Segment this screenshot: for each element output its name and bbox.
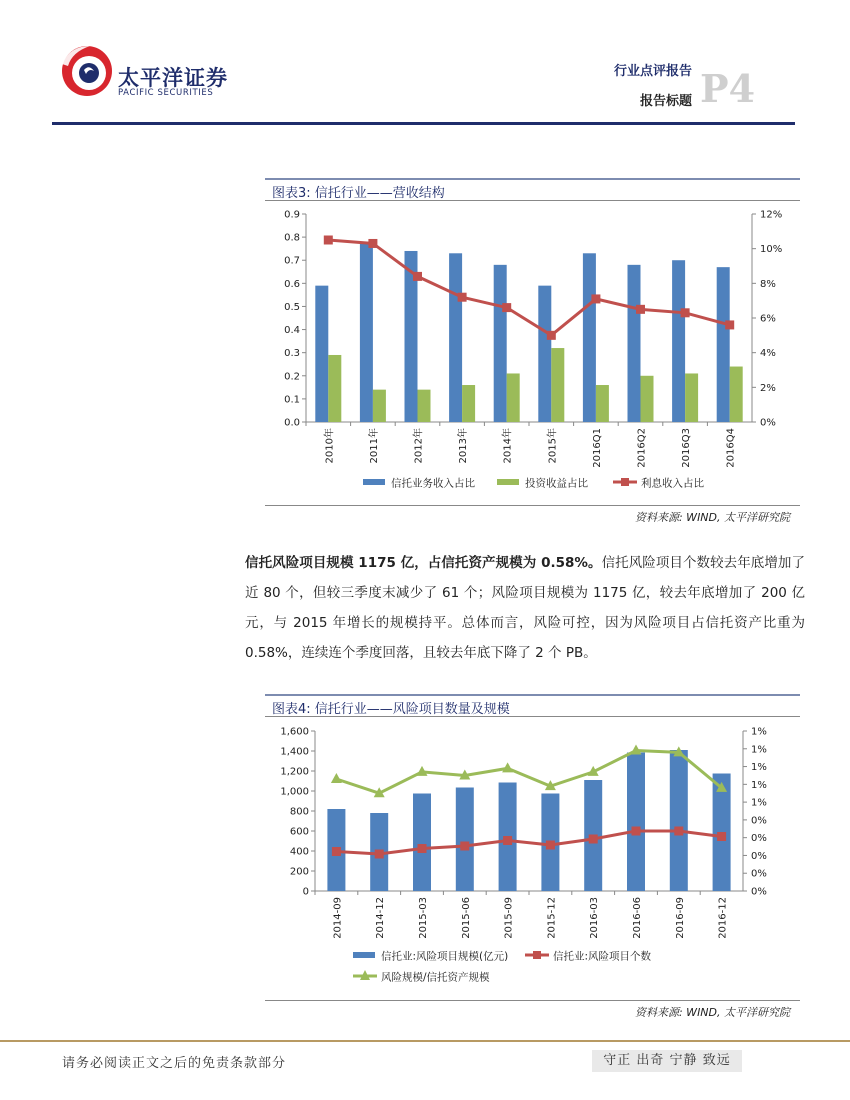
fig4-point — [332, 847, 341, 856]
fig3-legend-swatch — [497, 479, 519, 485]
fig3-bar — [551, 348, 564, 422]
fig4-right-tick-label: 0% — [751, 868, 767, 880]
fig3-series-line — [328, 240, 729, 335]
fig4-x-tick-label: 2015-06 — [460, 897, 472, 939]
fig3-bar — [685, 373, 698, 422]
fig4-left-tick-label: 1,000 — [280, 786, 309, 798]
fig4-x-tick-label: 2016-09 — [674, 897, 686, 939]
fig4-legend-swatch — [353, 952, 375, 958]
footer-divider — [0, 1040, 850, 1042]
report-title: 报告标题 — [639, 94, 692, 109]
fig3-right-tick-label: 10% — [760, 244, 783, 256]
fig3-point — [502, 303, 511, 312]
brand-name-en: PACIFIC SECURITIES — [118, 88, 214, 98]
fig3-left-tick-label: 0.4 — [284, 325, 300, 337]
fig3-legend-marker — [621, 478, 629, 486]
fig4-point — [589, 835, 598, 844]
figure4-top-rule — [265, 694, 800, 696]
fig3-x-tick-label: 2011年 — [368, 428, 380, 464]
fig3-right-tick-label: 6% — [760, 313, 776, 325]
fig4-x-tick-label: 2014-12 — [375, 897, 387, 939]
fig3-bar — [494, 265, 507, 422]
fig4-series-line — [336, 831, 721, 854]
fig4-right-tick-label: 0% — [751, 833, 767, 845]
fig4-left-tick-label: 800 — [289, 806, 309, 818]
figure4-title: 图表4: 信托行业——风险项目数量及规模 — [272, 702, 510, 717]
fig4-point — [546, 841, 555, 850]
fig3-bar — [583, 253, 596, 422]
fig3-bar — [628, 265, 641, 422]
fig3-bar — [315, 286, 328, 422]
fig3-bar — [449, 253, 462, 422]
fig3-x-tick-label: 2016Q4 — [725, 428, 737, 468]
fig4-left-tick-label: 1,600 — [280, 726, 309, 738]
fig3-left-tick-label: 0.7 — [284, 255, 300, 267]
fig3-x-tick-label: 2015年 — [547, 428, 559, 464]
report-type: 行业点评报告 — [613, 64, 692, 79]
body-paragraph — [245, 548, 805, 668]
fig4-bar — [413, 794, 431, 892]
figure4-bottom-rule — [265, 1000, 800, 1001]
fig4-x-tick-label: 2015-03 — [418, 897, 429, 939]
fig3-bar — [373, 390, 386, 422]
fig4-legend-label: 信托业:风险项目个数 — [553, 950, 652, 963]
fig3-x-tick-label: 2016Q3 — [681, 428, 693, 468]
fig3-right-tick-label: 8% — [760, 278, 776, 290]
fig3-point — [636, 305, 645, 314]
figure3-title: 图表3: 信托行业——营收结构 — [272, 186, 445, 201]
fig4-point — [418, 844, 427, 853]
fig3-bar — [538, 286, 551, 422]
fig3-point — [547, 331, 556, 340]
fig4-left-tick-label: 200 — [289, 866, 309, 878]
fig3-bar — [360, 242, 373, 422]
fig3-legend-label: 信托业务收入占比 — [391, 477, 475, 490]
fig3-point — [681, 308, 690, 317]
fig4-right-tick-label: 1% — [751, 779, 767, 791]
fig4-right-tick-label: 0% — [751, 850, 767, 862]
fig3-bar — [418, 390, 431, 422]
fig3-x-tick-label: 2010年 — [324, 428, 336, 464]
fig3-bar — [672, 260, 685, 422]
fig3-left-tick-label: 0.1 — [284, 394, 300, 406]
fig3-bar — [717, 267, 730, 422]
fig4-bar — [456, 788, 474, 892]
fig4-left-tick-label: 400 — [289, 846, 309, 858]
fig3-left-tick-label: 0.6 — [284, 278, 300, 290]
fig3-right-tick-label: 12% — [760, 209, 783, 221]
fig3-point — [725, 320, 734, 329]
fig4-x-tick-label: 2014-09 — [332, 897, 344, 939]
figure4-chart — [265, 718, 800, 1000]
fig3-bar — [730, 367, 743, 422]
fig3-point — [591, 294, 600, 303]
fig4-right-tick-label: 1% — [751, 762, 767, 774]
fig4-bar — [627, 753, 645, 892]
fig4-point — [460, 842, 469, 851]
fig4-right-tick-label: 1% — [751, 726, 767, 738]
fig3-legend-swatch — [363, 479, 385, 485]
fig4-legend-label: 风险规模/信托资产规模 — [381, 971, 490, 984]
header-divider — [52, 122, 795, 125]
brand-name-cn: 太平洋证券 — [118, 66, 228, 90]
fig4-right-tick-label: 0% — [751, 815, 767, 827]
fig3-x-tick-label: 2016Q2 — [636, 428, 648, 468]
fig3-left-tick-label: 0.8 — [284, 232, 300, 244]
fig4-left-tick-label: 1,200 — [280, 766, 309, 778]
fig3-point — [458, 293, 467, 302]
paragraph-body: 信托风险项目个数较去年底增加了近 80 个，但较三季度末减少了 61 个；风险项目规模为 1175 亿，较去年底增加了 200 亿元，与 2015 年增长的规模持平。总体而言，风险可控，因为风险项目占信托资产比重为 0.58%，连续连个季度回落，且较去年底下降了 2 个 PB。 — [245, 555, 806, 661]
fig3-left-tick-label: 0.5 — [284, 301, 300, 313]
figure3-title-rule — [265, 200, 800, 201]
fig3-bar — [462, 385, 475, 422]
fig3-right-tick-label: 0% — [760, 417, 776, 429]
fig3-legend-label: 投资收益占比 — [525, 477, 588, 490]
fig3-x-tick-label: 2016Q1 — [591, 428, 603, 468]
figure3-top-rule — [265, 178, 800, 180]
fig3-right-tick-label: 2% — [760, 382, 776, 394]
fig3-bar — [328, 355, 341, 422]
fig4-right-tick-label: 1% — [751, 797, 767, 809]
fig4-right-tick-label: 0% — [751, 886, 767, 898]
figure4-title-rule — [265, 716, 800, 717]
fig4-point — [375, 850, 384, 859]
fig3-x-tick-label: 2014年 — [502, 428, 514, 464]
company-logo — [60, 44, 114, 98]
figure3-chart — [265, 202, 800, 502]
page-number: P4 — [700, 66, 756, 111]
fig4-point — [674, 827, 683, 836]
fig4-x-tick-label: 2016-06 — [632, 897, 643, 939]
fig3-right-tick-label: 4% — [760, 348, 776, 360]
fig4-left-tick-label: 600 — [289, 826, 309, 838]
fig3-bar — [507, 373, 520, 422]
fig4-x-tick-label: 2016-12 — [717, 897, 729, 939]
fig3-bar — [596, 385, 609, 422]
fig3-bar — [641, 376, 654, 422]
figure4-source: 资料来源: WIND, 太平洋研究院 — [634, 1006, 790, 1019]
fig3-x-tick-label: 2013年 — [458, 428, 470, 464]
fig3-x-tick-label: 2012年 — [413, 428, 425, 464]
fig3-point — [413, 272, 422, 281]
fig4-x-tick-label: 2015-12 — [546, 897, 558, 939]
paragraph-lead: 信托风险项目规模 1175 亿，占信托资产规模为 0.58%。 — [245, 555, 602, 571]
fig4-right-tick-label: 1% — [751, 744, 767, 756]
fig4-point — [717, 832, 726, 841]
fig4-legend-label: 信托业:风险项目规模(亿元) — [381, 950, 509, 963]
fig3-point — [368, 239, 377, 248]
fig4-series-line — [336, 751, 721, 794]
figure3-source: 资料来源: WIND, 太平洋研究院 — [634, 511, 790, 524]
fig4-bar — [670, 750, 688, 891]
fig3-point — [324, 236, 333, 245]
fig4-left-tick-label: 0 — [302, 886, 309, 898]
figure3-bottom-rule — [265, 505, 800, 506]
fig4-point — [632, 827, 641, 836]
fig4-point — [503, 836, 512, 845]
footer-disclaimer: 请务必阅读正文之后的免责条款部分 — [62, 1056, 287, 1071]
fig3-legend-label: 利息收入占比 — [641, 477, 704, 490]
fig4-point — [331, 773, 342, 783]
fig3-left-tick-label: 0.9 — [284, 209, 300, 221]
fig4-x-tick-label: 2016-03 — [589, 897, 601, 939]
fig4-x-tick-label: 2015-09 — [503, 897, 515, 939]
footer-motto: 守正 出奇 宁静 致远 — [592, 1050, 742, 1072]
fig4-legend-marker — [533, 951, 541, 959]
fig3-left-tick-label: 0.2 — [284, 371, 300, 383]
fig4-point — [502, 762, 513, 772]
fig3-left-tick-label: 0.3 — [284, 348, 300, 360]
fig4-left-tick-label: 1,400 — [280, 746, 309, 758]
fig3-left-tick-label: 0.0 — [284, 417, 300, 429]
